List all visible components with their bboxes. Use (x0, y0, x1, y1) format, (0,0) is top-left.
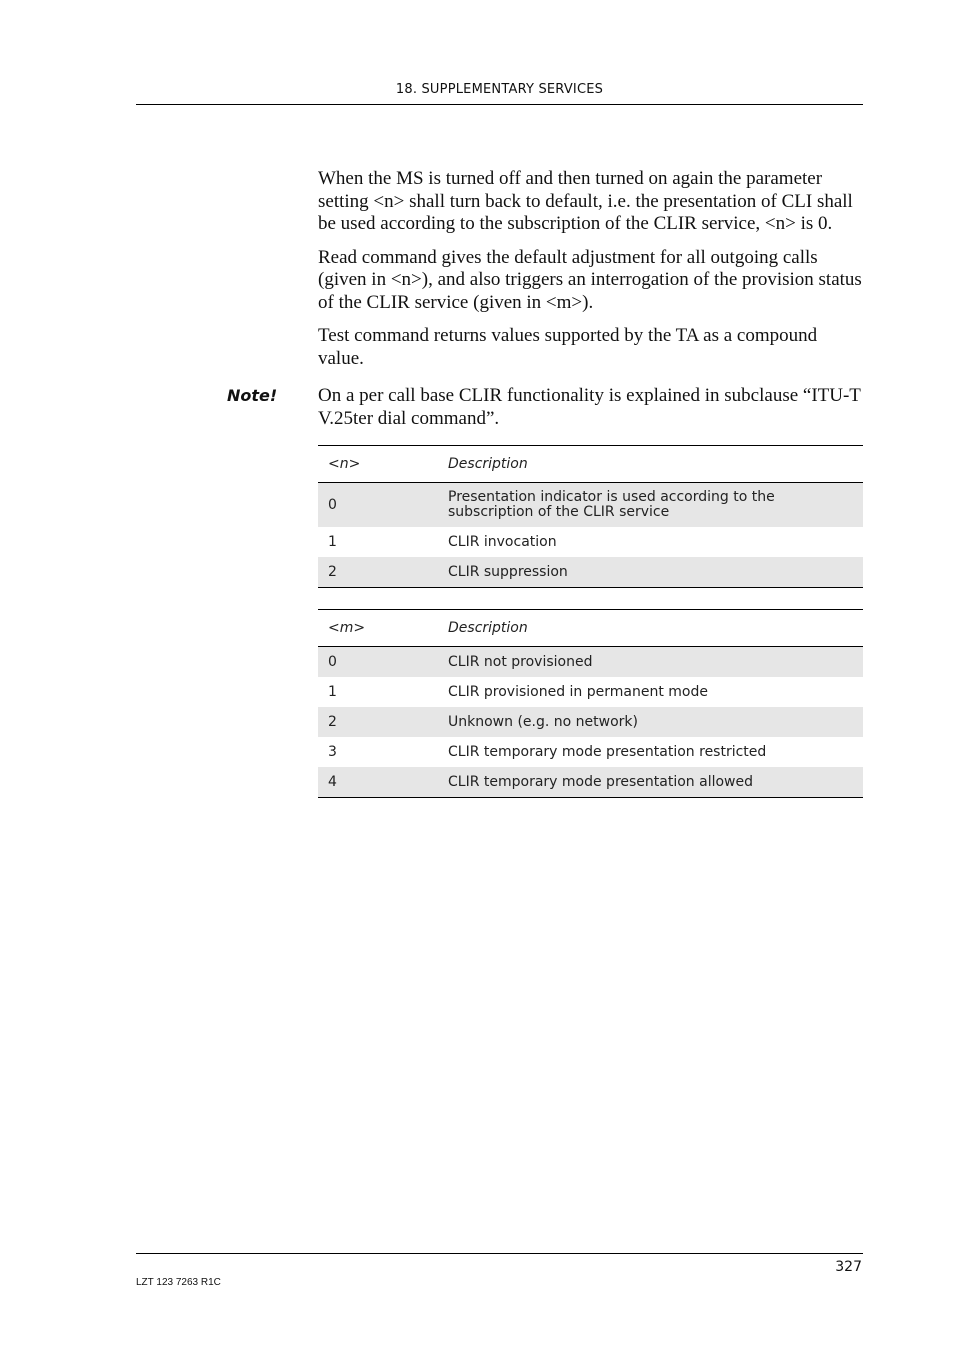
note-text: On a per call base CLIR functionality is explained in subclause “ITU-T V.25ter dial command”. (318, 385, 861, 429)
table-cell-value: 1 (328, 533, 337, 550)
paragraph: Read command gives the default adjustment for all outgoing calls (given in <n>), and also triggers an interrogation of the provision status of the CLIR service (given in <m>). (318, 246, 862, 313)
table-row (318, 767, 863, 798)
body-text (318, 168, 866, 381)
table-cell-value: 3 (328, 743, 337, 760)
table-cell-description: Unknown (e.g. no network) (438, 707, 863, 737)
table-row (318, 527, 863, 557)
table-header-cell: Description (438, 610, 863, 647)
parameter-m-table (318, 609, 863, 798)
footer-rule (136, 1253, 863, 1254)
table-header-cell: <n> (318, 446, 438, 483)
table-row (318, 737, 863, 767)
table-cell-description: Presentation indicator is used according to the subscription of the CLIR service (438, 483, 863, 528)
table-header-row (318, 610, 863, 647)
table-cell-description: CLIR provisioned in permanent mode (448, 683, 708, 700)
parameter-n-table (318, 445, 863, 588)
table-cell-value: 2 (318, 707, 438, 737)
table-header-cell: Description (438, 446, 863, 483)
document-id: LZT 123 7263 R1C (136, 1277, 221, 1288)
table-cell-description: CLIR temporary mode presentation allowed (438, 767, 863, 798)
paragraph: When the MS is turned off and then turned on again the parameter setting <n> shall turn back to default, i.e. the presentation of CLI shall be used according to the subscription of the CLIR service, <n> is 0. (318, 168, 853, 234)
header-rule (136, 104, 863, 105)
table-cell-description: CLIR not provisioned (438, 647, 863, 678)
table-row (318, 707, 863, 737)
table-header-cell: <m> (318, 610, 438, 647)
table-row (318, 483, 863, 528)
table-cell-value: 0 (318, 483, 438, 528)
table-cell-value: 0 (318, 647, 438, 678)
table-row (318, 557, 863, 588)
page-header-title: 18. SUPPLEMENTARY SERVICES (395, 82, 604, 97)
table-cell-value: 2 (318, 557, 438, 588)
table-cell-value: 4 (318, 767, 438, 798)
table-cell-description: CLIR suppression (438, 557, 863, 588)
table-cell-value: 1 (328, 683, 337, 700)
table-cell-description: CLIR temporary mode presentation restricted (448, 743, 767, 760)
note-label: Note! (227, 386, 278, 405)
table-header-row (318, 446, 863, 483)
paragraph: Test command returns values supported by the TA as a compound value. (318, 325, 818, 369)
page-number: 327 (835, 1259, 862, 1275)
table-row (318, 677, 863, 707)
table-row (318, 647, 863, 678)
table-cell-description: CLIR invocation (448, 533, 557, 550)
